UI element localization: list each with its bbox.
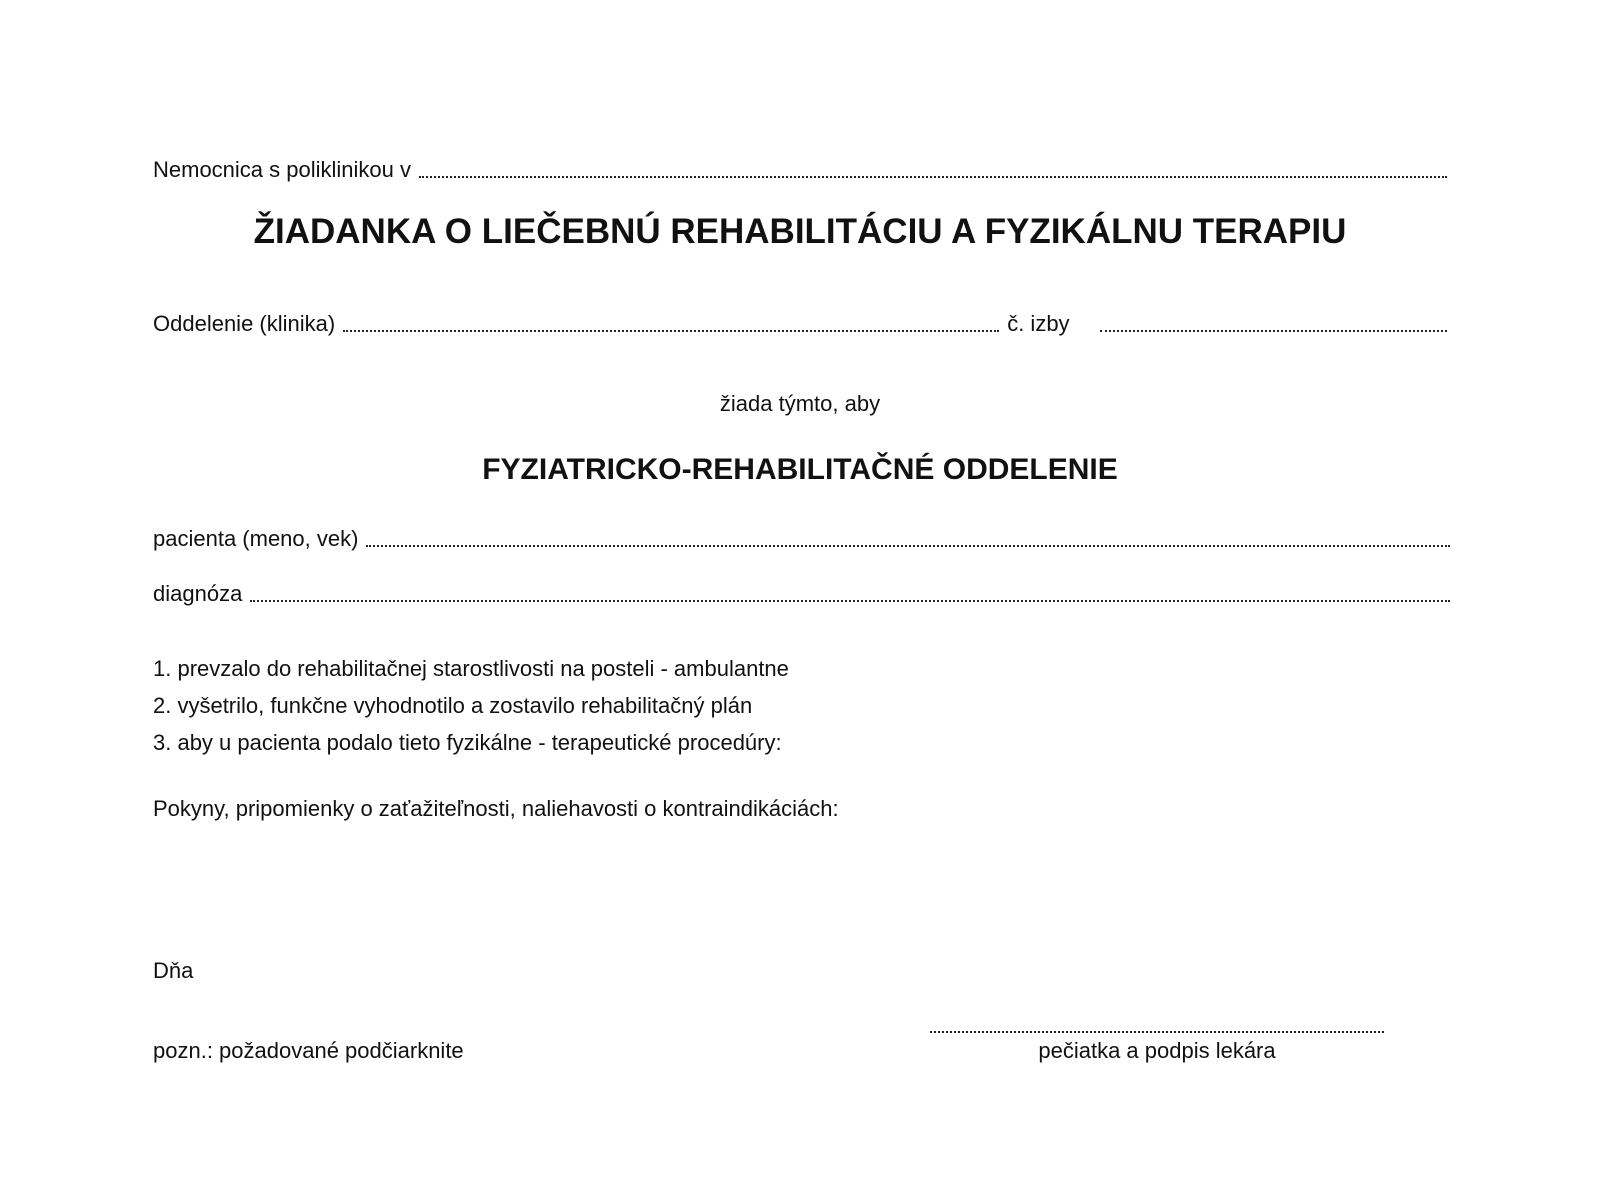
diagnosis-fill-line[interactable] [250,600,1450,602]
department-title: FYZIATRICKO-REHABILITAČNÉ ODDELENIE [482,453,1118,486]
hospital-row [153,156,1447,184]
patient-fill-line[interactable] [366,545,1450,547]
department-fill-line[interactable] [343,330,999,332]
diagnosis-label: diagnóza [153,581,243,606]
request-text: žiada týmto, aby [719,391,881,416]
hospital-fill-line[interactable] [419,176,1447,178]
department-label: Oddelenie (klinika) [153,311,336,336]
department-row [153,310,1447,338]
room-label: č. izby [1007,311,1070,336]
list-item: 2. vyšetrilo, funkčne vyhodnotilo a zostavilo rehabilitačný plán [153,693,753,718]
patient-label: pacienta (meno, vek) [153,526,359,551]
date-label: Dňa [153,958,194,983]
signature-label: pečiatka a podpis lekára [1038,1038,1276,1063]
patient-row [153,525,1450,553]
signature-fill-line[interactable] [930,1031,1384,1033]
list-item: 3. aby u pacienta podalo tieto fyzikálne - terapeutické procedúry: [153,730,782,755]
instructions-label: Pokyny, pripomienky o zaťažiteľnosti, naliehavosti o kontraindikáciách: [153,796,839,821]
room-fill-line[interactable] [1100,330,1447,332]
form-title: ŽIADANKA O LIEČEBNÚ REHABILITÁCIU A FYZIKÁLNU TERAPIU [253,212,1347,251]
list-item: 1. prevzalo do rehabilitačnej starostlivosti na posteli - ambulantne [153,656,789,681]
note-text: pozn.: požadované podčiarknite [153,1038,464,1063]
diagnosis-row [153,580,1450,608]
hospital-label: Nemocnica s poliklinikou v [153,157,411,182]
